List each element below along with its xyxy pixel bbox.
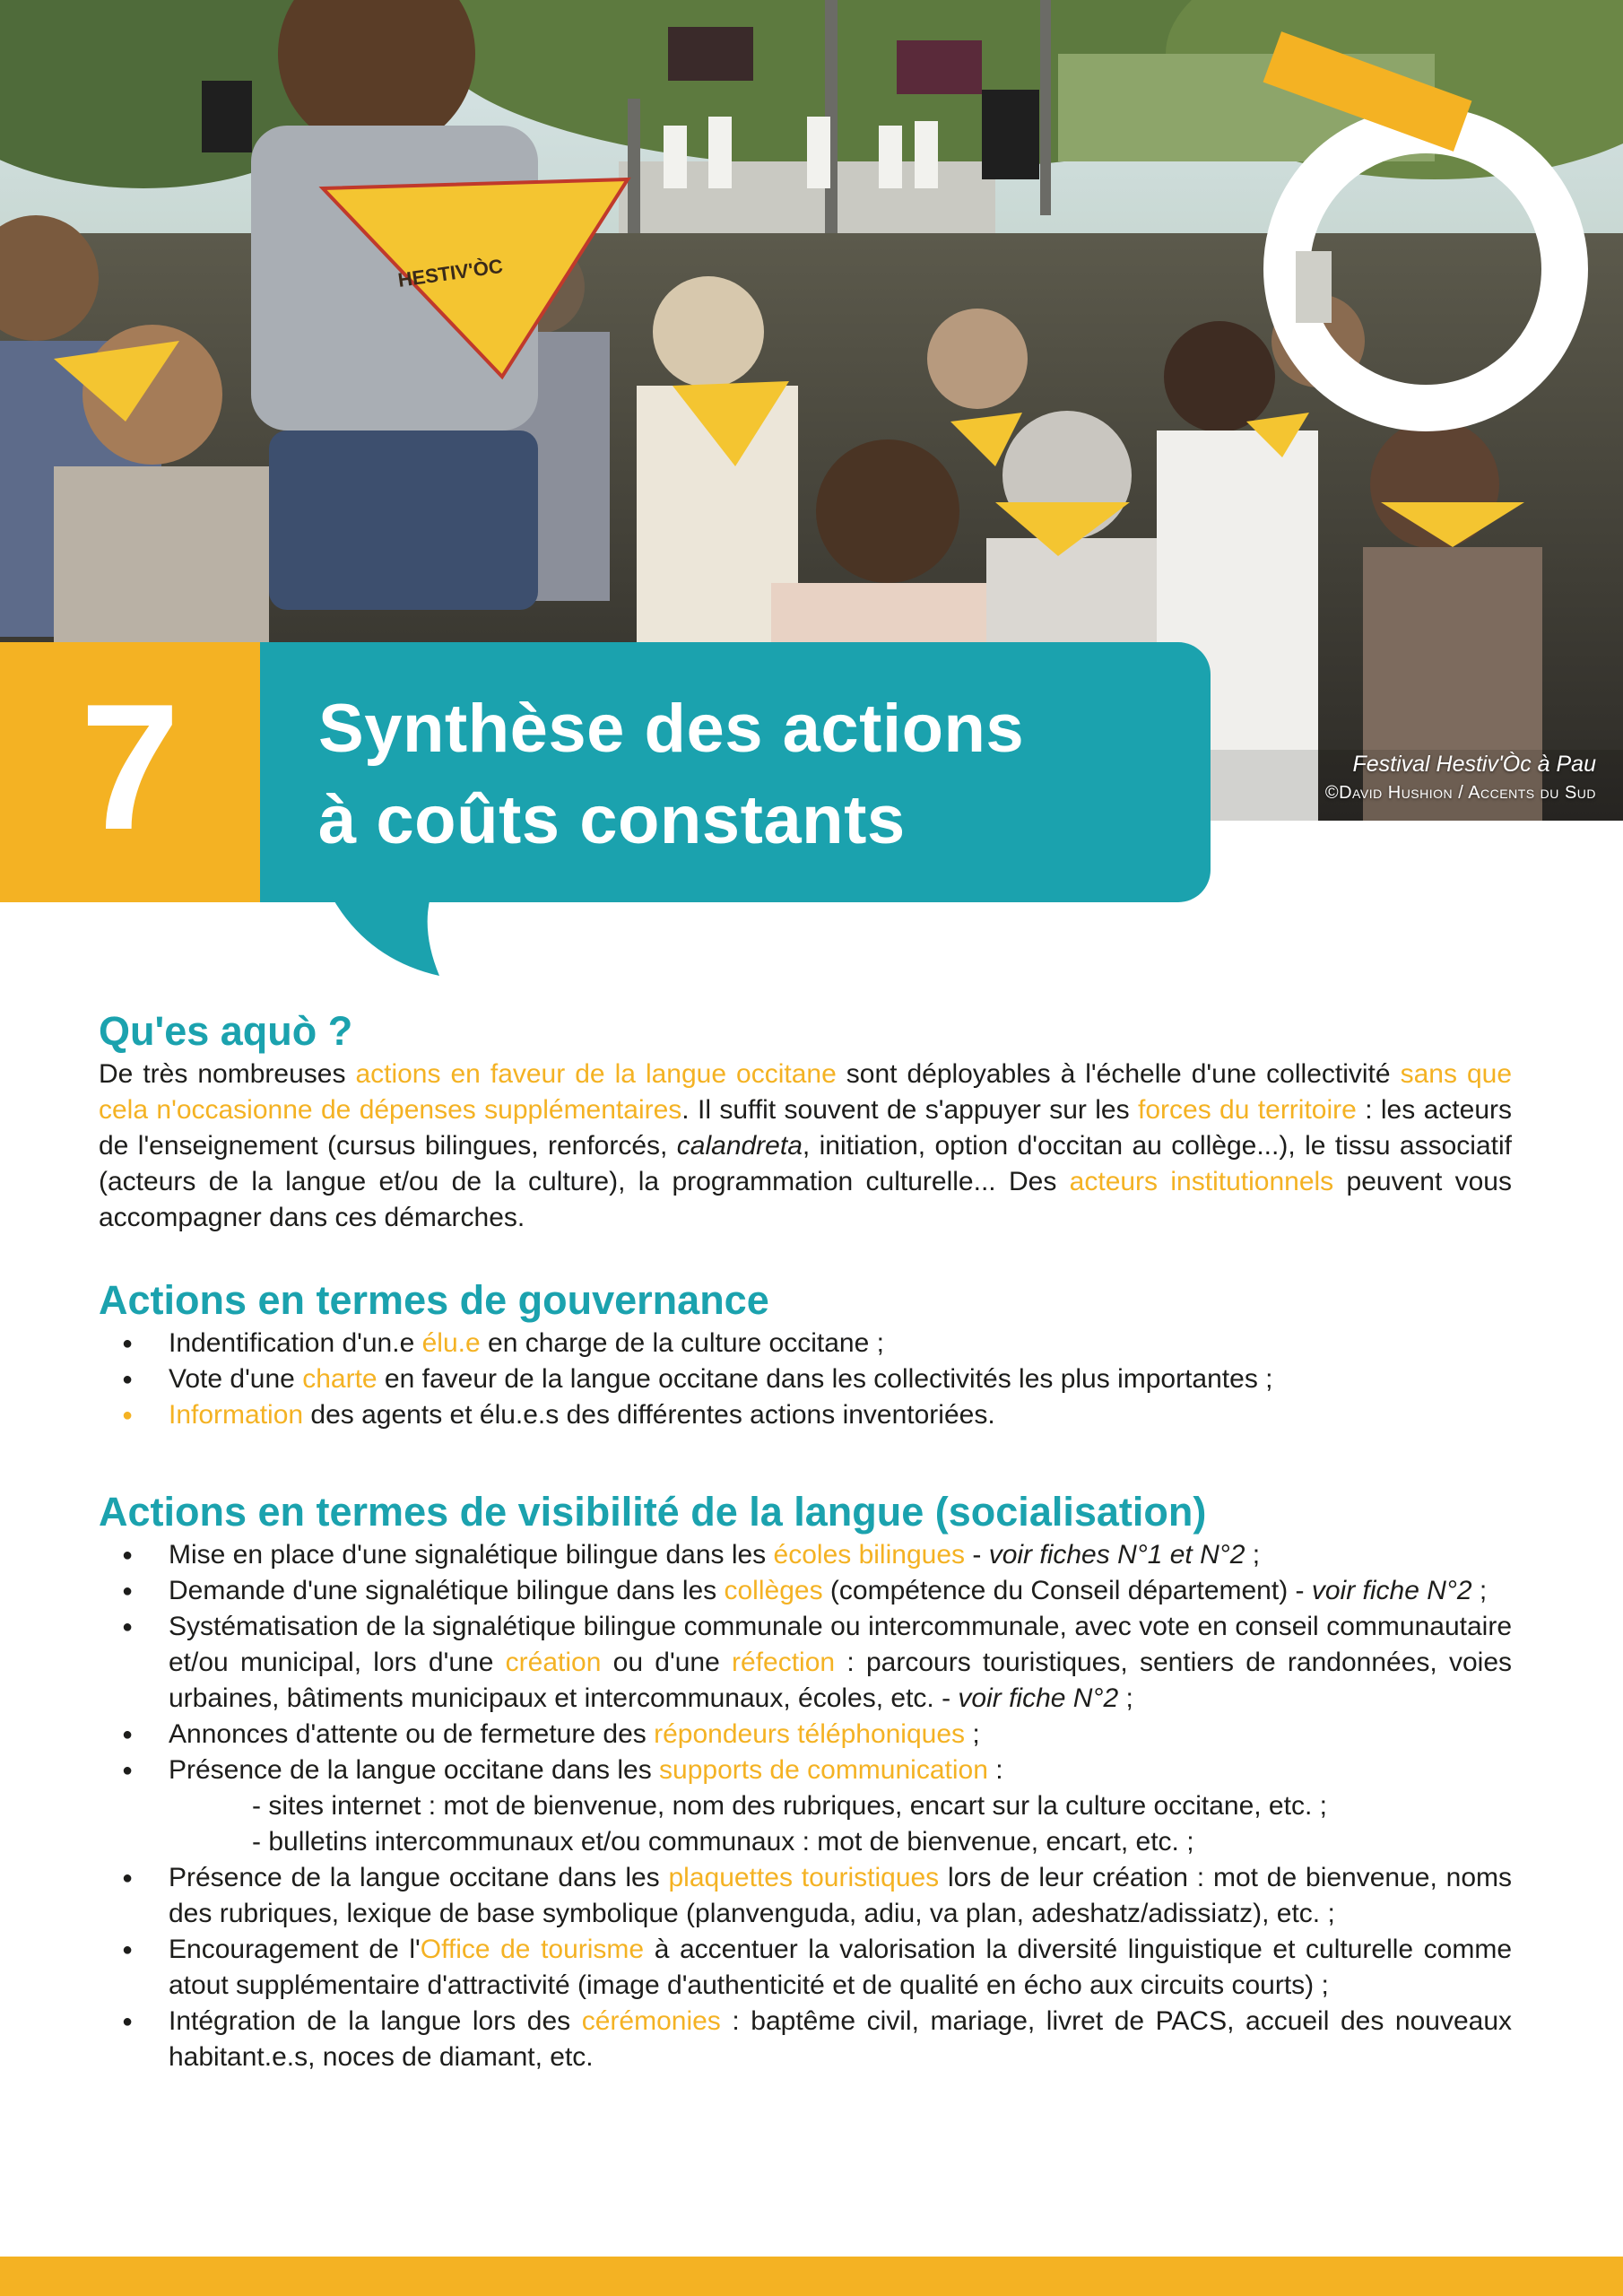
photo-caption: [1325, 750, 1596, 807]
sub-item: - sites internet : mot de bienvenue, nom des rubriques, encart sur la culture occitane, etc. ;: [252, 1791, 1327, 1821]
what-heading: Qu'es aquò ?: [99, 1008, 353, 1054]
list-item: ● Présence de la langue occitane dans les plaquettes touristiques lors de leur création : mot de bienvenue, noms des rubriques, lexique de base symbolique (planvenguda, adiu, va plan, adeshatz/adissiatz), etc. ;: [99, 1860, 1512, 1932]
scarf-logo-text: HESTIV'ÒC: [396, 254, 505, 291]
visibility-list: [99, 1537, 1512, 2075]
intro-paragraph: De très nombreuses actions en faveur de la langue occitane sont déployables à l'échelle d'une collectivité sans que cela n'occasionne de dépenses supplémentaires. Il suffit souvent de s'appuyer sur les forces du territoire : les acteurs de l'enseignement (cursus bilingues, renforcés, calandreta, initiation, option d'occitan au collège...), le tissu associatif (acteurs de la langue et/ou de la culture), la programmation culturelle... Des acteurs institutionnels peuvent vous accompagner dans ces démarches.: [99, 1059, 1512, 1232]
list-item: ● Annonces d'attente ou de fermeture des répondeurs téléphoniques ;: [99, 1717, 1512, 1752]
list-item: ● Indentification d'un.e élu.e en charge de la culture occitane ;: [99, 1326, 1512, 1361]
visibility-heading: Actions en termes de visibilité de la langue (socialisation): [99, 1489, 1207, 1535]
list-item: ● Intégration de la langue lors des cérémonies : baptême civil, mariage, livret de PACS, accueil des nouveaux habitant.e.s, noces de diamant, etc.: [99, 2004, 1512, 2075]
list-item: ● Systématisation de la signalétique bilingue communale ou intercommunale, avec vote en conseil communautaire et/ou municipal, lors d'une création ou d'une réfection : parcours touristiques, sentiers de randonnées, voies urbaines, bâtiments municipaux et intercommunaux, écoles, etc. - voir fiche N°2 ;: [99, 1609, 1512, 1717]
caption-event: Festival Hestiv'Òc à Pau: [1352, 752, 1596, 777]
footer-bar: [0, 2257, 1623, 2296]
list-item: ● Information des agents et élu.e.s des différentes actions inventoriées.: [99, 1397, 1512, 1433]
section-title-box: [260, 642, 1211, 902]
governance-list: [99, 1326, 1512, 1433]
speech-bubble-tail: [332, 897, 448, 978]
section-number-box: [0, 642, 260, 902]
list-item: ● Demande d'une signalétique bilingue dans les collèges (compétence du Conseil département) - voir fiche N°2 ;: [99, 1573, 1512, 1609]
list-item: ● Présence de la langue occitane dans les supports de communication : - sites internet : mot de bienvenue, nom des rubriques, encart sur la culture occitane, etc. ; - bulletins intercommunaux et/ou communaux : mot de bienvenue, encart, etc. ;: [99, 1752, 1512, 1860]
list-item: ● Encouragement de l'Office de tourisme à accentuer la valorisation la diversité linguistique et culturelle comme atout supplémentaire d'attractivité (image d'authenticité et de qualité en écho aux circuits courts) ;: [99, 1932, 1512, 2004]
list-item: ● Vote d'une charte en faveur de la langue occitane dans les collectivités les plus importantes ;: [99, 1361, 1512, 1397]
sub-item: - bulletins intercommunaux et/ou communaux : mot de bienvenue, encart, etc. ;: [252, 1827, 1194, 1857]
section-number: 7: [80, 667, 180, 867]
content-area: [99, 1006, 1512, 2075]
caption-credit: ©David Hushion / Accents du Sud: [1324, 783, 1596, 803]
governance-heading: Actions en termes de gouvernance: [99, 1277, 769, 1323]
list-item: ● Mise en place d'une signalétique bilingue dans les écoles bilingues - voir fiches N°1 et N°2 ;: [99, 1537, 1512, 1573]
section-title: Synthèse des actions à coûts constants: [318, 691, 1025, 858]
